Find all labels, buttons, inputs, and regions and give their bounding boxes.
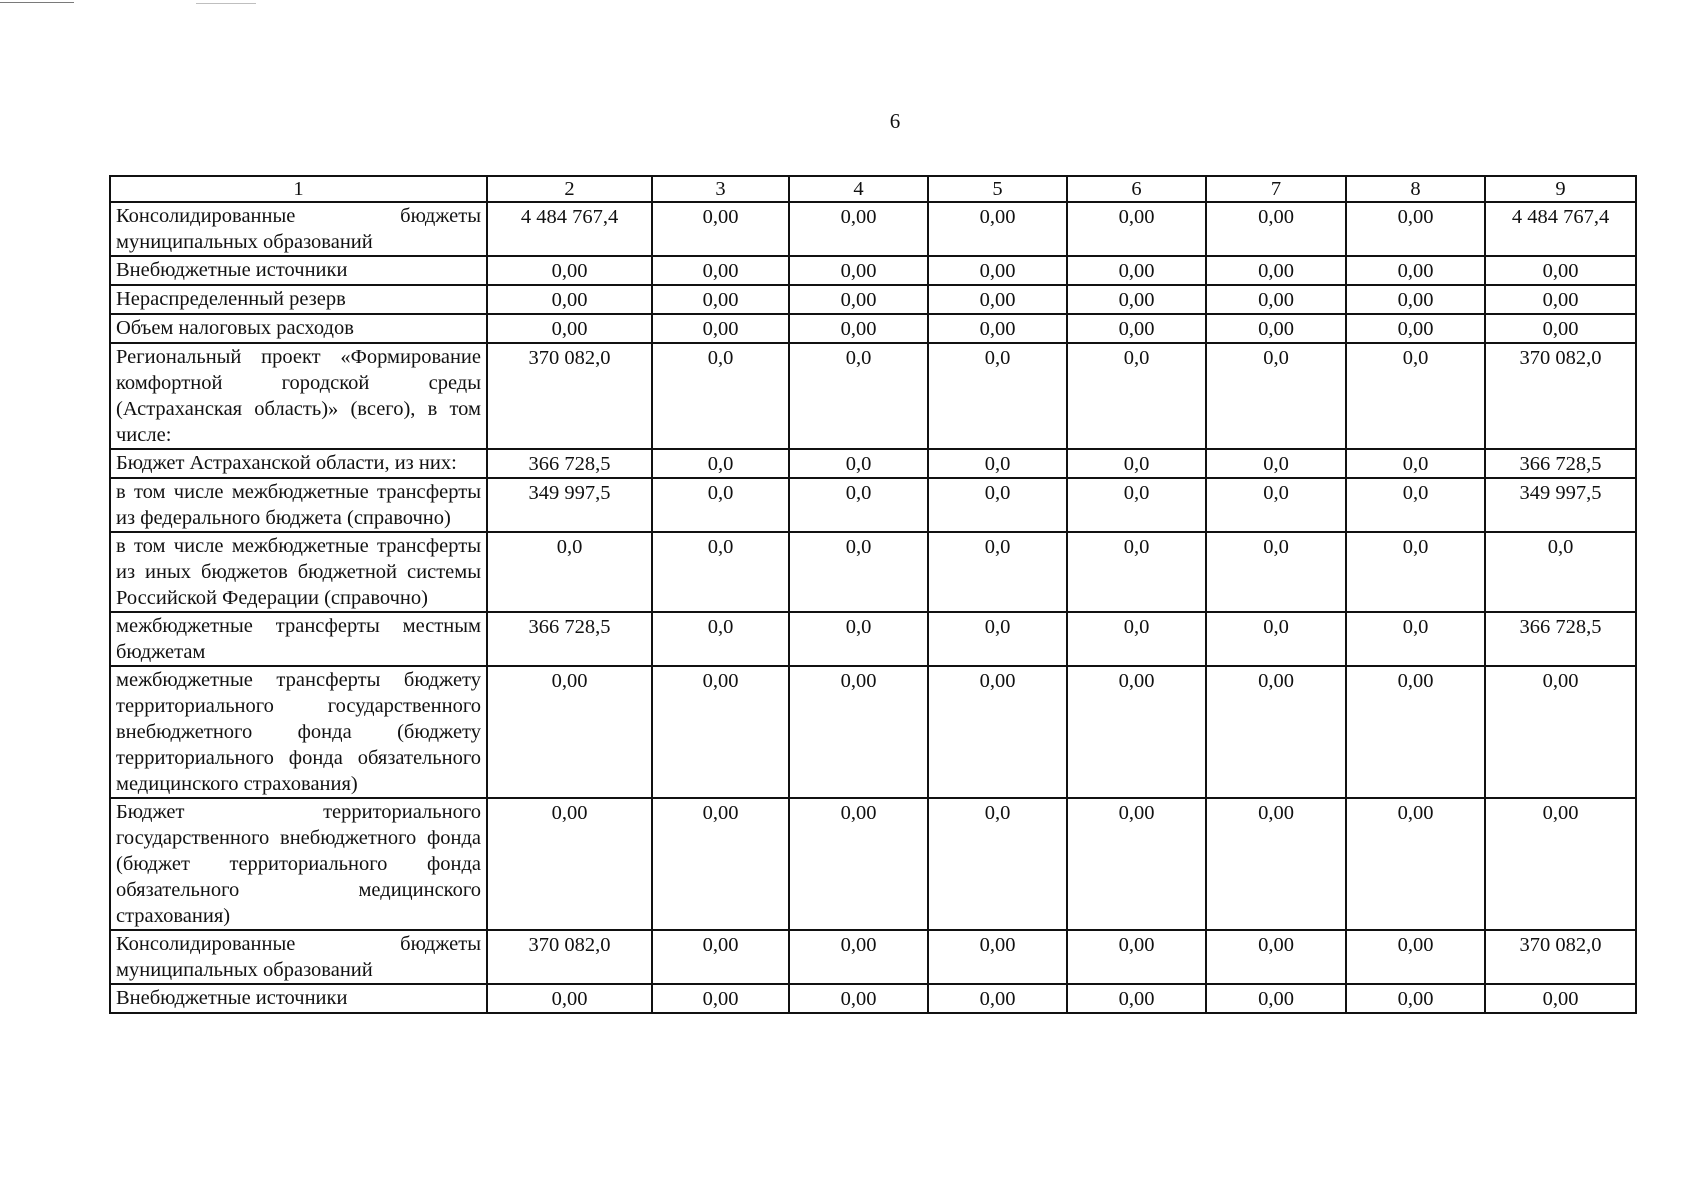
value-cell-col-4: 0,0	[789, 449, 928, 478]
value-cell-col-2: 0,00	[487, 256, 652, 285]
value-cell-col-6: 0,0	[1067, 532, 1206, 612]
row-label: Нераспределенный резерв	[110, 285, 487, 314]
column-header-6: 6	[1067, 176, 1206, 202]
value-cell-col-9: 366 728,5	[1485, 612, 1636, 666]
row-label: Консолидированные бюджеты муниципальных образований	[110, 202, 487, 256]
row-label: Региональный проект «Формирование комфортной городской среды (Астраханская область)» (всего), в том числе:	[110, 343, 487, 449]
value-cell-col-2: 366 728,5	[487, 449, 652, 478]
value-cell-col-5: 0,00	[928, 666, 1067, 798]
table-row	[110, 984, 1636, 1013]
value-cell-col-9: 0,00	[1485, 314, 1636, 343]
page-number: 6	[889, 109, 901, 133]
value-cell-col-8: 0,00	[1346, 256, 1485, 285]
value-cell-col-2: 370 082,0	[487, 930, 652, 984]
table-row	[110, 930, 1636, 984]
column-header-8: 8	[1346, 176, 1485, 202]
value-cell-col-4: 0,00	[789, 798, 928, 930]
value-cell-col-5: 0,00	[928, 314, 1067, 343]
value-cell-col-8: 0,0	[1346, 343, 1485, 449]
value-cell-col-4: 0,0	[789, 478, 928, 532]
table-row	[110, 666, 1636, 798]
value-cell-col-6: 0,00	[1067, 314, 1206, 343]
scan-artifact-line	[196, 3, 256, 4]
value-cell-col-5: 0,0	[928, 612, 1067, 666]
value-cell-col-5: 0,0	[928, 449, 1067, 478]
value-cell-col-3: 0,00	[652, 202, 789, 256]
value-cell-col-6: 0,00	[1067, 202, 1206, 256]
table-row	[110, 285, 1636, 314]
table-row	[110, 532, 1636, 612]
value-cell-col-9: 0,00	[1485, 798, 1636, 930]
value-cell-col-2: 0,00	[487, 798, 652, 930]
value-cell-col-5: 0,0	[928, 532, 1067, 612]
column-header-1: 1	[110, 176, 487, 202]
row-label: в том числе межбюджетные трансферты из иных бюджетов бюджетной системы Российской Федерации (справочно)	[110, 532, 487, 612]
column-header-3: 3	[652, 176, 789, 202]
table-header	[110, 176, 1636, 202]
value-cell-col-9: 0,00	[1485, 984, 1636, 1013]
row-label: межбюджетные трансферты бюджету территориального государственного внебюджетного фонда (бюджету территориального фонда обязательного медицинского страхования)	[110, 666, 487, 798]
value-cell-col-4: 0,00	[789, 256, 928, 285]
value-cell-col-6: 0,00	[1067, 930, 1206, 984]
value-cell-col-2: 370 082,0	[487, 343, 652, 449]
row-label: межбюджетные трансферты местным бюджетам	[110, 612, 487, 666]
value-cell-col-5: 0,0	[928, 798, 1067, 930]
value-cell-col-6: 0,0	[1067, 612, 1206, 666]
table-row	[110, 256, 1636, 285]
value-cell-col-2: 0,00	[487, 314, 652, 343]
value-cell-col-5: 0,00	[928, 984, 1067, 1013]
row-label: Объем налоговых расходов	[110, 314, 487, 343]
value-cell-col-8: 0,00	[1346, 930, 1485, 984]
column-header-5: 5	[928, 176, 1067, 202]
column-header-7: 7	[1206, 176, 1346, 202]
value-cell-col-6: 0,0	[1067, 449, 1206, 478]
value-cell-col-9: 349 997,5	[1485, 478, 1636, 532]
value-cell-col-2: 4 484 767,4	[487, 202, 652, 256]
value-cell-col-2: 0,0	[487, 532, 652, 612]
value-cell-col-2: 0,00	[487, 666, 652, 798]
value-cell-col-6: 0,00	[1067, 285, 1206, 314]
row-label: Бюджет территориального государственного внебюджетного фонда (бюджет территориального фонда обязательного медицинского страхования)	[110, 798, 487, 930]
value-cell-col-7: 0,0	[1206, 449, 1346, 478]
value-cell-col-3: 0,00	[652, 984, 789, 1013]
value-cell-col-6: 0,00	[1067, 984, 1206, 1013]
value-cell-col-5: 0,00	[928, 285, 1067, 314]
value-cell-col-8: 0,0	[1346, 532, 1485, 612]
value-cell-col-8: 0,0	[1346, 478, 1485, 532]
value-cell-col-4: 0,0	[789, 532, 928, 612]
table-body	[110, 202, 1636, 1013]
value-cell-col-4: 0,00	[789, 666, 928, 798]
value-cell-col-8: 0,00	[1346, 285, 1485, 314]
value-cell-col-9: 370 082,0	[1485, 930, 1636, 984]
value-cell-col-7: 0,00	[1206, 930, 1346, 984]
value-cell-col-7: 0,00	[1206, 285, 1346, 314]
header-row	[110, 176, 1636, 202]
value-cell-col-5: 0,00	[928, 256, 1067, 285]
value-cell-col-3: 0,0	[652, 449, 789, 478]
value-cell-col-9: 370 082,0	[1485, 343, 1636, 449]
value-cell-col-2: 0,00	[487, 285, 652, 314]
table-row	[110, 343, 1636, 449]
value-cell-col-8: 0,0	[1346, 449, 1485, 478]
value-cell-col-7: 0,00	[1206, 984, 1346, 1013]
value-cell-col-7: 0,0	[1206, 532, 1346, 612]
table-row	[110, 478, 1636, 532]
table-row	[110, 314, 1636, 343]
value-cell-col-9: 0,00	[1485, 285, 1636, 314]
value-cell-col-7: 0,00	[1206, 202, 1346, 256]
value-cell-col-6: 0,00	[1067, 666, 1206, 798]
value-cell-col-3: 0,00	[652, 285, 789, 314]
value-cell-col-9: 0,00	[1485, 256, 1636, 285]
value-cell-col-2: 349 997,5	[487, 478, 652, 532]
value-cell-col-3: 0,00	[652, 666, 789, 798]
value-cell-col-9: 0,0	[1485, 532, 1636, 612]
value-cell-col-4: 0,00	[789, 930, 928, 984]
value-cell-col-6: 0,00	[1067, 256, 1206, 285]
value-cell-col-3: 0,00	[652, 314, 789, 343]
value-cell-col-2: 0,00	[487, 984, 652, 1013]
value-cell-col-4: 0,00	[789, 285, 928, 314]
value-cell-col-4: 0,00	[789, 202, 928, 256]
value-cell-col-6: 0,0	[1067, 478, 1206, 532]
value-cell-col-3: 0,0	[652, 478, 789, 532]
value-cell-col-7: 0,0	[1206, 478, 1346, 532]
value-cell-col-4: 0,0	[789, 343, 928, 449]
budget-table	[109, 175, 1637, 1014]
value-cell-col-7: 0,00	[1206, 314, 1346, 343]
value-cell-col-5: 0,0	[928, 478, 1067, 532]
value-cell-col-3: 0,00	[652, 930, 789, 984]
row-label: Бюджет Астраханской области, из них:	[110, 449, 487, 478]
value-cell-col-4: 0,00	[789, 984, 928, 1013]
column-header-2: 2	[487, 176, 652, 202]
value-cell-col-6: 0,00	[1067, 798, 1206, 930]
value-cell-col-7: 0,0	[1206, 343, 1346, 449]
value-cell-col-7: 0,00	[1206, 798, 1346, 930]
table-row	[110, 798, 1636, 930]
value-cell-col-5: 0,00	[928, 202, 1067, 256]
table-row	[110, 449, 1636, 478]
value-cell-col-2: 366 728,5	[487, 612, 652, 666]
value-cell-col-3: 0,00	[652, 256, 789, 285]
scan-artifact-line	[0, 2, 74, 3]
value-cell-col-3: 0,0	[652, 532, 789, 612]
value-cell-col-3: 0,00	[652, 798, 789, 930]
value-cell-col-7: 0,0	[1206, 612, 1346, 666]
column-header-4: 4	[789, 176, 928, 202]
value-cell-col-8: 0,00	[1346, 666, 1485, 798]
value-cell-col-4: 0,00	[789, 314, 928, 343]
value-cell-col-9: 4 484 767,4	[1485, 202, 1636, 256]
value-cell-col-7: 0,00	[1206, 666, 1346, 798]
value-cell-col-3: 0,0	[652, 612, 789, 666]
table-row	[110, 202, 1636, 256]
value-cell-col-3: 0,0	[652, 343, 789, 449]
value-cell-col-8: 0,00	[1346, 798, 1485, 930]
row-label: Внебюджетные источники	[110, 256, 487, 285]
row-label: Консолидированные бюджеты муниципальных образований	[110, 930, 487, 984]
row-label: в том числе межбюджетные трансферты из федерального бюджета (справочно)	[110, 478, 487, 532]
column-header-9: 9	[1485, 176, 1636, 202]
value-cell-col-4: 0,0	[789, 612, 928, 666]
value-cell-col-5: 0,0	[928, 343, 1067, 449]
table-row	[110, 612, 1636, 666]
value-cell-col-9: 0,00	[1485, 666, 1636, 798]
value-cell-col-8: 0,00	[1346, 314, 1485, 343]
value-cell-col-5: 0,00	[928, 930, 1067, 984]
row-label: Внебюджетные источники	[110, 984, 487, 1013]
value-cell-col-8: 0,0	[1346, 612, 1485, 666]
value-cell-col-8: 0,00	[1346, 984, 1485, 1013]
value-cell-col-6: 0,0	[1067, 343, 1206, 449]
value-cell-col-9: 366 728,5	[1485, 449, 1636, 478]
value-cell-col-7: 0,00	[1206, 256, 1346, 285]
value-cell-col-8: 0,00	[1346, 202, 1485, 256]
